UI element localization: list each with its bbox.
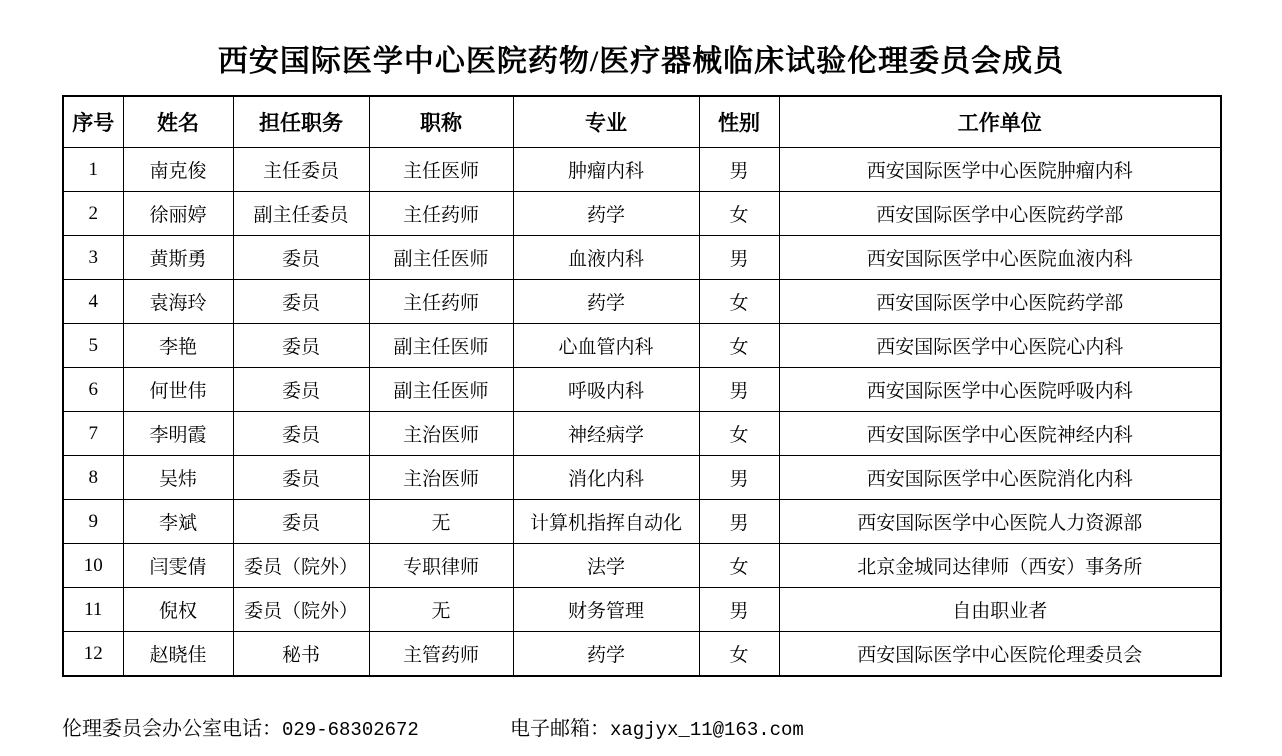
cell-name: 何世伟 xyxy=(123,368,233,412)
cell-no: 9 xyxy=(63,500,123,544)
table-row xyxy=(63,588,1221,632)
table-row xyxy=(63,456,1221,500)
cell-name: 倪权 xyxy=(123,588,233,632)
cell-name: 吴炜 xyxy=(123,456,233,500)
cell-title: 副主任医师 xyxy=(369,368,513,412)
cell-position: 委员 xyxy=(233,456,369,500)
cell-position: 委员 xyxy=(233,500,369,544)
cell-no: 11 xyxy=(63,588,123,632)
cell-title: 主治医师 xyxy=(369,456,513,500)
table-row xyxy=(63,192,1221,236)
cell-gender: 男 xyxy=(699,588,779,632)
table-row xyxy=(63,500,1221,544)
cell-title: 主任药师 xyxy=(369,192,513,236)
cell-no: 10 xyxy=(63,544,123,588)
table-row xyxy=(63,632,1221,677)
cell-name: 黄斯勇 xyxy=(123,236,233,280)
cell-specialty: 法学 xyxy=(513,544,699,588)
table-row xyxy=(63,412,1221,456)
cell-work-unit: 自由职业者 xyxy=(779,588,1221,632)
cell-name: 李艳 xyxy=(123,324,233,368)
table-row xyxy=(63,148,1221,192)
header-cell-specialty: 专业 xyxy=(513,96,699,148)
cell-gender: 男 xyxy=(699,148,779,192)
cell-name: 李明霞 xyxy=(123,412,233,456)
header-cell-no: 序号 xyxy=(63,96,123,148)
members-table xyxy=(62,95,1222,677)
header-cell-name: 姓名 xyxy=(123,96,233,148)
cell-specialty: 呼吸内科 xyxy=(513,368,699,412)
cell-gender: 男 xyxy=(699,236,779,280)
cell-title: 副主任医师 xyxy=(369,236,513,280)
cell-name: 徐丽婷 xyxy=(123,192,233,236)
cell-gender: 男 xyxy=(699,456,779,500)
cell-position: 委员（院外） xyxy=(233,544,369,588)
header-cell-position: 担任职务 xyxy=(233,96,369,148)
cell-work-unit: 西安国际医学中心医院药学部 xyxy=(779,192,1221,236)
cell-gender: 女 xyxy=(699,192,779,236)
header-cell-work-unit: 工作单位 xyxy=(779,96,1221,148)
cell-name: 南克俊 xyxy=(123,148,233,192)
cell-no: 3 xyxy=(63,236,123,280)
cell-position: 委员 xyxy=(233,368,369,412)
cell-specialty: 神经病学 xyxy=(513,412,699,456)
cell-title: 主任医师 xyxy=(369,148,513,192)
phone-number: 029-68302672 xyxy=(282,719,419,741)
cell-work-unit: 西安国际医学中心医院消化内科 xyxy=(779,456,1221,500)
cell-gender: 女 xyxy=(699,324,779,368)
cell-position: 委员 xyxy=(233,412,369,456)
email-label: 电子邮箱： xyxy=(510,718,610,740)
cell-title: 无 xyxy=(369,588,513,632)
cell-specialty: 药学 xyxy=(513,632,699,677)
cell-position: 委员 xyxy=(233,324,369,368)
cell-specialty: 心血管内科 xyxy=(513,324,699,368)
cell-work-unit: 西安国际医学中心医院血液内科 xyxy=(779,236,1221,280)
cell-title: 专职律师 xyxy=(369,544,513,588)
cell-no: 7 xyxy=(63,412,123,456)
header-cell-title: 职称 xyxy=(369,96,513,148)
cell-title: 主治医师 xyxy=(369,412,513,456)
table-row xyxy=(63,544,1221,588)
table-body xyxy=(63,148,1221,677)
cell-gender: 女 xyxy=(699,412,779,456)
cell-title: 主任药师 xyxy=(369,280,513,324)
cell-gender: 女 xyxy=(699,280,779,324)
table-row xyxy=(63,368,1221,412)
page-title: 西安国际医学中心医院药物/医疗器械临床试验伦理委员会成员 xyxy=(217,45,1065,78)
cell-title: 副主任医师 xyxy=(369,324,513,368)
table-row xyxy=(63,324,1221,368)
cell-position: 主任委员 xyxy=(233,148,369,192)
cell-position: 秘书 xyxy=(233,632,369,677)
cell-work-unit: 西安国际医学中心医院呼吸内科 xyxy=(779,368,1221,412)
cell-no: 2 xyxy=(63,192,123,236)
cell-gender: 男 xyxy=(699,368,779,412)
cell-specialty: 财务管理 xyxy=(513,588,699,632)
cell-specialty: 血液内科 xyxy=(513,236,699,280)
cell-title: 无 xyxy=(369,500,513,544)
cell-no: 6 xyxy=(63,368,123,412)
cell-position: 委员 xyxy=(233,236,369,280)
header-cell-gender: 性别 xyxy=(699,96,779,148)
cell-no: 8 xyxy=(63,456,123,500)
cell-gender: 男 xyxy=(699,500,779,544)
cell-position: 副主任委员 xyxy=(233,192,369,236)
cell-gender: 女 xyxy=(699,544,779,588)
cell-work-unit: 西安国际医学中心医院伦理委员会 xyxy=(779,632,1221,677)
cell-work-unit: 西安国际医学中心医院人力资源部 xyxy=(779,500,1221,544)
cell-work-unit: 西安国际医学中心医院药学部 xyxy=(779,280,1221,324)
cell-name: 李斌 xyxy=(123,500,233,544)
cell-specialty: 药学 xyxy=(513,192,699,236)
cell-work-unit: 西安国际医学中心医院神经内科 xyxy=(779,412,1221,456)
cell-title: 主管药师 xyxy=(369,632,513,677)
cell-work-unit: 西安国际医学中心医院心内科 xyxy=(779,324,1221,368)
cell-name: 闫雯倩 xyxy=(123,544,233,588)
cell-work-unit: 北京金城同达律师（西安）事务所 xyxy=(779,544,1221,588)
cell-specialty: 肿瘤内科 xyxy=(513,148,699,192)
cell-position: 委员（院外） xyxy=(233,588,369,632)
cell-specialty: 计算机指挥自动化 xyxy=(513,500,699,544)
cell-no: 5 xyxy=(63,324,123,368)
cell-no: 4 xyxy=(63,280,123,324)
office-phone xyxy=(62,712,419,741)
cell-name: 赵晓佳 xyxy=(123,632,233,677)
phone-label: 伦理委员会办公室电话： xyxy=(62,718,282,740)
email-address: xagjyx_11@163.com xyxy=(610,719,804,741)
cell-gender: 女 xyxy=(699,632,779,677)
office-email xyxy=(510,712,804,741)
cell-no: 12 xyxy=(63,632,123,677)
cell-specialty: 消化内科 xyxy=(513,456,699,500)
cell-work-unit: 西安国际医学中心医院肿瘤内科 xyxy=(779,148,1221,192)
cell-position: 委员 xyxy=(233,280,369,324)
cell-specialty: 药学 xyxy=(513,280,699,324)
table-row xyxy=(63,236,1221,280)
table-row xyxy=(63,280,1221,324)
cell-no: 1 xyxy=(63,148,123,192)
cell-name: 袁海玲 xyxy=(123,280,233,324)
table-header-row xyxy=(63,96,1221,148)
